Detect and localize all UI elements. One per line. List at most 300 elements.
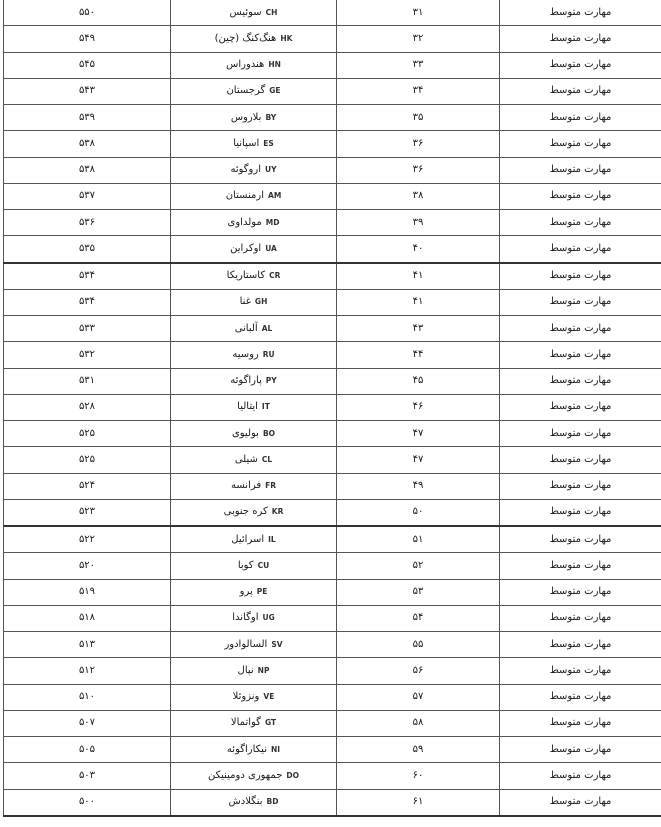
proficiency-level-cell: [500, 210, 661, 236]
country-name: سوئیس: [229, 6, 262, 18]
country-code: UY: [264, 165, 277, 175]
proficiency-level-text: مهارت متوسط: [549, 691, 612, 703]
proficiency-level-cell: [500, 394, 661, 420]
proficiency-level-text: مهارت متوسط: [549, 586, 612, 598]
country-name: اسپانیا: [233, 137, 260, 149]
proficiency-level-text: مهارت متوسط: [549, 612, 612, 624]
proficiency-level-cell: [500, 342, 661, 368]
country-code: BO: [262, 428, 276, 438]
proficiency-level-text: مهارت متوسط: [549, 59, 612, 71]
score-text: ۵۳۶: [78, 216, 96, 228]
proficiency-level-text: مهارت متوسط: [549, 638, 612, 650]
rank-cell: [337, 236, 500, 263]
country-name: اروگوئه: [230, 164, 261, 176]
country-name: پرو: [239, 586, 253, 598]
table-row: [4, 131, 661, 157]
score-cell: [4, 684, 171, 710]
rank-text: ۴۳: [412, 322, 424, 334]
score-text: ۵۰۵: [78, 743, 96, 755]
table-row: [4, 263, 661, 290]
rank-cell: [337, 658, 500, 684]
score-cell: [4, 131, 171, 157]
score-cell: [4, 0, 171, 26]
rank-text: ۴۹: [412, 480, 424, 492]
proficiency-level-text: مهارت متوسط: [549, 137, 612, 149]
country-name: کاستاریکا: [226, 270, 266, 282]
country-code: RU: [262, 349, 275, 359]
score-cell: [4, 553, 171, 579]
rank-text: ۴۷: [412, 453, 424, 465]
rank-text: ۵۶: [412, 664, 424, 676]
score-text: ۵۲۳: [78, 506, 96, 518]
score-text: ۵۴۳: [78, 85, 96, 97]
score-text: ۵۲۵: [78, 453, 96, 465]
country-cell: [171, 473, 337, 499]
country-name: اوگاندا: [232, 612, 259, 624]
table-row: [4, 210, 661, 236]
country-code: BY: [265, 112, 277, 122]
proficiency-level-cell: [500, 52, 661, 78]
proficiency-level-cell: [500, 789, 661, 816]
score-cell: [4, 473, 171, 499]
score-cell: [4, 368, 171, 394]
country-name: فرانسه: [230, 480, 262, 492]
rank-cell: [337, 263, 500, 290]
table-row: [4, 78, 661, 104]
country-code: CH: [265, 7, 278, 17]
proficiency-level-text: مهارت متوسط: [549, 216, 612, 228]
proficiency-level-text: مهارت متوسط: [549, 453, 612, 465]
rank-text: ۵۵: [412, 638, 424, 650]
rank-cell: [337, 579, 500, 605]
country-code: VE: [263, 692, 275, 702]
table-body: [4, 0, 661, 816]
rank-cell: [337, 289, 500, 315]
country-code: ES: [263, 138, 274, 148]
country-cell: [171, 632, 337, 658]
country-code: AL: [261, 323, 273, 333]
country-code: NP: [257, 665, 270, 675]
score-text: ۵۳۷: [78, 190, 96, 202]
proficiency-level-cell: [500, 421, 661, 447]
proficiency-level-cell: [500, 658, 661, 684]
score-cell: [4, 737, 171, 763]
proficiency-level-text: مهارت متوسط: [549, 717, 612, 729]
rank-text: ۳۹: [412, 216, 424, 228]
table-row: [4, 183, 661, 209]
table-row: [4, 447, 661, 473]
score-text: ۵۰۷: [78, 717, 96, 729]
country-code: CR: [269, 271, 281, 281]
country-name: کره جنوبی: [223, 506, 268, 518]
score-text: ۵۲۸: [78, 401, 96, 413]
table-row: [4, 579, 661, 605]
rank-cell: [337, 105, 500, 131]
rank-text: ۵۴: [412, 612, 424, 624]
proficiency-level-cell: [500, 737, 661, 763]
proficiency-level-cell: [500, 0, 661, 26]
score-text: ۵۳۱: [78, 375, 96, 387]
table-row: [4, 789, 661, 816]
score-text: ۵۰۰: [78, 796, 96, 808]
rank-cell: [337, 210, 500, 236]
rank-cell: [337, 605, 500, 631]
rank-text: ۵۸: [412, 717, 424, 729]
score-cell: [4, 236, 171, 263]
country-code: FR: [265, 481, 277, 491]
rank-text: ۳۸: [412, 190, 424, 202]
country-cell: [171, 394, 337, 420]
rank-cell: [337, 26, 500, 52]
proficiency-level-text: مهارت متوسط: [549, 427, 612, 439]
country-name: شیلی: [234, 453, 258, 465]
rank-text: ۳۴: [412, 85, 424, 97]
country-name: گرجستان: [226, 85, 266, 97]
proficiency-level-text: مهارت متوسط: [549, 6, 612, 18]
country-name: السالوادور: [224, 638, 268, 650]
proficiency-level-cell: [500, 579, 661, 605]
country-cell: [171, 263, 337, 290]
rank-text: ۶۱: [412, 796, 424, 808]
score-text: ۵۴۹: [78, 32, 96, 44]
proficiency-level-text: مهارت متوسط: [549, 111, 612, 123]
country-cell: [171, 605, 337, 631]
proficiency-level-cell: [500, 553, 661, 579]
rank-cell: [337, 183, 500, 209]
proficiency-level-text: مهارت متوسط: [549, 401, 612, 413]
country-name: روسیه: [232, 348, 259, 360]
rank-text: ۵۲: [412, 559, 424, 571]
country-name: ونزوئلا: [232, 691, 260, 703]
country-code: GE: [269, 86, 281, 96]
proficiency-level-text: مهارت متوسط: [549, 664, 612, 676]
proficiency-level-cell: [500, 473, 661, 499]
country-cell: [171, 737, 337, 763]
country-name: جمهوری دومینیکن: [207, 769, 283, 781]
score-cell: [4, 789, 171, 816]
rank-cell: [337, 447, 500, 473]
country-cell: [171, 658, 337, 684]
rank-cell: [337, 157, 500, 183]
country-name: هنگ‌کنگ (چین): [214, 32, 277, 44]
rank-text: ۳۲: [412, 32, 424, 44]
score-cell: [4, 763, 171, 789]
rank-cell: [337, 78, 500, 104]
table-row: [4, 236, 661, 263]
proficiency-level-text: مهارت متوسط: [549, 559, 612, 571]
table-row: [4, 105, 661, 131]
score-cell: [4, 316, 171, 342]
rank-text: ۴۴: [412, 348, 424, 360]
rank-text: ۴۰: [412, 242, 424, 254]
score-text: ۵۱۲: [78, 664, 96, 676]
score-text: ۵۳۳: [78, 322, 96, 334]
table-row: [4, 26, 661, 52]
country-name: نپال: [237, 664, 254, 676]
proficiency-level-cell: [500, 763, 661, 789]
score-cell: [4, 78, 171, 104]
rank-text: ۶۰: [412, 769, 424, 781]
table-row: [4, 473, 661, 499]
country-code: KR: [271, 507, 284, 517]
rank-cell: [337, 632, 500, 658]
country-cell: [171, 789, 337, 816]
score-text: ۵۳۴: [78, 296, 96, 308]
score-text: ۵۳۵: [78, 242, 96, 254]
country-code: UG: [262, 613, 275, 623]
rank-cell: [337, 342, 500, 368]
table-row: [4, 157, 661, 183]
country-code: AM: [268, 191, 282, 201]
country-name: اوکراین: [230, 242, 262, 254]
country-cell: [171, 157, 337, 183]
score-cell: [4, 183, 171, 209]
rank-cell: [337, 368, 500, 394]
score-cell: [4, 289, 171, 315]
country-cell: [171, 447, 337, 473]
country-code: GH: [254, 297, 268, 307]
rank-cell: [337, 499, 500, 526]
table-row: [4, 684, 661, 710]
rank-text: ۴۷: [412, 427, 424, 439]
country-cell: [171, 368, 337, 394]
table-row: [4, 368, 661, 394]
proficiency-level-cell: [500, 105, 661, 131]
table-row: [4, 553, 661, 579]
rank-cell: [337, 52, 500, 78]
score-cell: [4, 26, 171, 52]
rank-cell: [337, 526, 500, 553]
proficiency-level-cell: [500, 157, 661, 183]
country-cell: [171, 289, 337, 315]
country-name: بنگلادش: [228, 796, 263, 808]
proficiency-level-cell: [500, 447, 661, 473]
country-cell: [171, 342, 337, 368]
score-text: ۵۳۸: [78, 164, 96, 176]
country-cell: [171, 710, 337, 736]
rank-cell: [337, 131, 500, 157]
country-code: UA: [265, 243, 277, 253]
country-cell: [171, 316, 337, 342]
rank-cell: [337, 763, 500, 789]
country-name: ارمنستان: [225, 190, 265, 202]
score-text: ۵۲۰: [78, 559, 96, 571]
country-code: MD: [265, 217, 280, 227]
rank-text: ۳۵: [412, 111, 424, 123]
country-cell: [171, 499, 337, 526]
rank-text: ۳۱: [412, 6, 424, 18]
country-name: اسرائیل: [231, 533, 265, 545]
country-name: غنا: [239, 296, 251, 308]
country-cell: [171, 684, 337, 710]
proficiency-level-text: مهارت متوسط: [549, 480, 612, 492]
proficiency-level-text: مهارت متوسط: [549, 769, 612, 781]
country-cell: [171, 105, 337, 131]
rank-text: ۴۱: [412, 270, 424, 282]
country-code: GT: [264, 718, 277, 728]
rank-text: ۵۳: [412, 586, 424, 598]
table-row: [4, 394, 661, 420]
table-row: [4, 632, 661, 658]
score-cell: [4, 658, 171, 684]
score-text: ۵۱۰: [78, 691, 96, 703]
country-code: DO: [286, 770, 299, 780]
rank-cell: [337, 789, 500, 816]
country-cell: [171, 421, 337, 447]
score-cell: [4, 632, 171, 658]
country-cell: [171, 763, 337, 789]
country-cell: [171, 236, 337, 263]
country-cell: [171, 26, 337, 52]
country-cell: [171, 210, 337, 236]
score-text: ۵۲۴: [78, 480, 96, 492]
country-cell: [171, 52, 337, 78]
proficiency-level-cell: [500, 316, 661, 342]
country-cell: [171, 78, 337, 104]
proficiency-level-text: مهارت متوسط: [549, 506, 612, 518]
score-text: ۵۰۳: [78, 769, 96, 781]
rank-cell: [337, 394, 500, 420]
rank-text: ۵۷: [412, 691, 424, 703]
proficiency-level-text: مهارت متوسط: [549, 242, 612, 254]
rank-cell: [337, 473, 500, 499]
country-code: CL: [261, 454, 273, 464]
proficiency-level-cell: [500, 131, 661, 157]
proficiency-level-cell: [500, 26, 661, 52]
rank-text: ۳۶: [412, 137, 424, 149]
score-cell: [4, 579, 171, 605]
score-cell: [4, 710, 171, 736]
country-cell: [171, 0, 337, 26]
score-text: ۵۱۳: [78, 638, 96, 650]
score-text: ۵۴۵: [78, 59, 96, 71]
rank-cell: [337, 0, 500, 26]
score-cell: [4, 342, 171, 368]
proficiency-level-cell: [500, 263, 661, 290]
table-row: [4, 526, 661, 553]
score-text: ۵۳۲: [78, 348, 96, 360]
country-cell: [171, 183, 337, 209]
rank-text: ۳۶: [412, 164, 424, 176]
country-code: BD: [266, 797, 279, 807]
score-text: ۵۲۵: [78, 427, 96, 439]
proficiency-level-cell: [500, 78, 661, 104]
score-text: ۵۱۸: [78, 612, 96, 624]
score-cell: [4, 447, 171, 473]
proficiency-level-cell: [500, 684, 661, 710]
country-code: NI: [270, 744, 281, 754]
score-cell: [4, 263, 171, 290]
rank-text: ۴۶: [412, 401, 424, 413]
country-code: PE: [256, 587, 268, 597]
score-cell: [4, 605, 171, 631]
country-name: بلاروس: [230, 111, 262, 123]
proficiency-level-text: مهارت متوسط: [549, 743, 612, 755]
proficiency-level-cell: [500, 183, 661, 209]
proficiency-level-cell: [500, 605, 661, 631]
score-cell: [4, 421, 171, 447]
rank-cell: [337, 421, 500, 447]
proficiency-level-cell: [500, 368, 661, 394]
rank-cell: [337, 710, 500, 736]
proficiency-level-cell: [500, 526, 661, 553]
country-code: PY: [265, 376, 277, 386]
country-cell: [171, 579, 337, 605]
country-name: نیکاراگوئه: [226, 743, 267, 755]
score-text: ۵۳۹: [78, 111, 96, 123]
country-name: کوبا: [237, 559, 254, 571]
country-name: مولداوی: [227, 216, 262, 228]
country-code: SV: [271, 639, 283, 649]
score-cell: [4, 157, 171, 183]
proficiency-level-cell: [500, 236, 661, 263]
rank-text: ۳۳: [412, 59, 424, 71]
table-row: [4, 289, 661, 315]
table-row: [4, 0, 661, 26]
country-code: CU: [257, 560, 270, 570]
rank-cell: [337, 553, 500, 579]
country-cell: [171, 131, 337, 157]
country-cell: [171, 553, 337, 579]
score-cell: [4, 526, 171, 553]
table-row: [4, 710, 661, 736]
country-name: هندوراس: [226, 59, 265, 71]
table-row: [4, 342, 661, 368]
score-cell: [4, 210, 171, 236]
score-text: ۵۳۸: [78, 137, 96, 149]
proficiency-level-text: مهارت متوسط: [549, 85, 612, 97]
proficiency-level-text: مهارت متوسط: [549, 533, 612, 545]
rank-text: ۵۱: [412, 533, 424, 545]
proficiency-level-cell: [500, 499, 661, 526]
rank-cell: [337, 684, 500, 710]
country-name: بولیوی: [231, 427, 259, 439]
rank-cell: [337, 316, 500, 342]
table-row: [4, 499, 661, 526]
proficiency-level-text: مهارت متوسط: [549, 32, 612, 44]
score-text: ۵۱۹: [78, 586, 96, 598]
table-row: [4, 658, 661, 684]
country-code: IT: [261, 402, 270, 412]
rank-text: ۵۹: [412, 743, 424, 755]
proficiency-level-text: مهارت متوسط: [549, 322, 612, 334]
proficiency-level-text: مهارت متوسط: [549, 296, 612, 308]
country-name: گواتمالا: [230, 717, 261, 729]
table-row: [4, 421, 661, 447]
proficiency-level-text: مهارت متوسط: [549, 348, 612, 360]
table-row: [4, 763, 661, 789]
country-name: آلبانی: [234, 322, 258, 334]
score-cell: [4, 394, 171, 420]
score-text: ۵۵۰: [78, 6, 96, 18]
rank-text: ۵۰: [412, 506, 424, 518]
score-cell: [4, 499, 171, 526]
rank-text: ۴۱: [412, 296, 424, 308]
score-cell: [4, 105, 171, 131]
score-cell: [4, 52, 171, 78]
rank-cell: [337, 737, 500, 763]
table-row: [4, 605, 661, 631]
proficiency-level-text: مهارت متوسط: [549, 270, 612, 282]
score-text: ۵۳۴: [78, 270, 96, 282]
table-row: [4, 52, 661, 78]
proficiency-level-text: مهارت متوسط: [549, 190, 612, 202]
country-name: پاراگوئه: [230, 375, 262, 387]
proficiency-level-cell: [500, 710, 661, 736]
country-name: ایتالیا: [237, 401, 258, 413]
proficiency-level-text: مهارت متوسط: [549, 796, 612, 808]
country-code: HN: [268, 60, 281, 70]
